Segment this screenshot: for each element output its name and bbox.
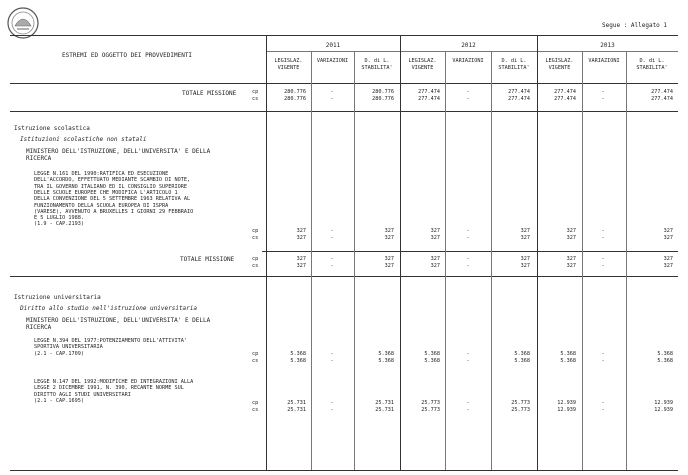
table-cell-value: 327 — [566, 228, 576, 234]
table-cell-value: 277.474 — [508, 96, 530, 102]
table-cell-value: 327 — [384, 256, 394, 262]
table-cell-value: 12.939 — [654, 407, 673, 413]
table-cell-value: 5.368 — [378, 351, 394, 357]
total-missione-label: TOTALE MISSIONE — [180, 256, 235, 263]
table-cell-value: 327 — [296, 256, 306, 262]
law-text-line: LEGGE N.394 DEL 1977:POTENZIAMENTO DELL'ATTIVITA' — [34, 338, 188, 344]
dl-stabilita-header: STABILITA' — [498, 65, 530, 71]
table-cell-value: 327 — [384, 228, 394, 234]
table-cell-value: - — [601, 89, 605, 95]
table-cell-value: 280.776 — [284, 89, 306, 95]
cp-label: cp — [252, 256, 259, 262]
dl-stabilita-header: D. di L. — [364, 58, 390, 64]
table-cell-value: 327 — [566, 256, 576, 262]
table-cell-value: - — [466, 235, 470, 241]
ministry-line: RICERCA — [26, 324, 52, 331]
ministry-line: RICERCA — [26, 155, 52, 162]
cp-label: cp — [252, 228, 259, 234]
table-cell-value: 327 — [296, 263, 306, 269]
year-2011-header: 2011 — [325, 42, 341, 49]
table-cell-value: - — [330, 89, 334, 95]
missione-title: Istruzione scolastica — [14, 125, 90, 132]
table-cell-value: 5.368 — [657, 351, 673, 357]
cp-label: cp — [252, 89, 259, 95]
law-text-line: (2.1 - CAP.1695) — [34, 397, 84, 404]
law-text-line: DELLA CONVENZIONE DEL 5 SETTEMBRE 1963 RELATIVA AL — [34, 196, 191, 203]
legislaz-vigente-header: VIGENTE — [411, 65, 434, 71]
law-text-line: (1.9 - CAP.2193) — [34, 221, 84, 228]
table-cell-value: - — [466, 228, 470, 234]
table-cell-value: 327 — [663, 256, 673, 262]
table-cell-value: - — [466, 263, 470, 269]
table-cell-value: 12.939 — [557, 400, 576, 406]
table-cell-value: - — [330, 256, 334, 262]
table-cell-value: 5.368 — [290, 358, 306, 364]
table-cell-value: 277.474 — [418, 89, 440, 95]
table-cell-value: - — [466, 358, 470, 364]
dl-stabilita-header: D. di L. — [639, 58, 665, 64]
table-cell-value: 327 — [430, 235, 440, 241]
table-cell-value: 25.773 — [511, 400, 530, 406]
table-cell-value: 327 — [566, 235, 576, 241]
table-cell-value: 5.368 — [424, 351, 440, 357]
table-cell-value: 25.731 — [375, 400, 394, 406]
table-cell-value: 25.731 — [287, 400, 306, 406]
table-cell-value: 327 — [663, 235, 673, 241]
table-cell-value: - — [601, 228, 605, 234]
table-cell-value: - — [330, 228, 334, 234]
legislaz-vigente-header: LEGISLAZ. — [274, 58, 303, 64]
table-cell-value: 280.776 — [372, 89, 394, 95]
table-cell-value: - — [466, 400, 470, 406]
dl-stabilita-header: STABILITA' — [361, 65, 393, 71]
table-left-title: ESTREMI ED OGGETTO DEI PROVVEDIMENTI — [62, 52, 193, 59]
table-cell-value: - — [601, 235, 605, 241]
table-cell-value: 5.368 — [657, 358, 673, 364]
year-2013-header: 2013 — [600, 42, 615, 49]
cs-label: cs — [252, 96, 259, 102]
legislaz-vigente-header: VIGENTE — [277, 65, 300, 71]
cs-label: cs — [252, 263, 259, 269]
law-text-line: LEGGE N.147 DEL 1992:MODIFICHE ED INTEGRAZIONI ALLA — [34, 379, 194, 385]
table-cell-value: - — [466, 256, 470, 262]
table-cell-value: 5.368 — [514, 358, 530, 364]
table-cell-value: - — [601, 407, 605, 413]
program-title: Istituzioni scolastiche non statali — [20, 136, 147, 143]
table-cell-value: 327 — [663, 228, 673, 234]
table-cell-value: 5.368 — [424, 358, 440, 364]
ministry-line: MINISTERO DELL'ISTRUZIONE, DELL'UNIVERSITA' E DELLA — [26, 317, 211, 324]
law-text-line: (VARESE), AVVENUTO A BRUXELLES I GIORNI 29 FEBBRAIO — [34, 208, 194, 215]
page-continuation-label: Segue : Allegato 1 — [602, 22, 668, 29]
table-cell-value: 327 — [663, 263, 673, 269]
table-cell-value: - — [466, 351, 470, 357]
table-cell-value: - — [330, 400, 334, 406]
table-cell-value: 280.776 — [372, 96, 394, 102]
table-cell-value: 327 — [520, 263, 530, 269]
law-text-line: DIRITTO AGLI STUDI UNIVERSITARI — [34, 391, 131, 398]
legislaz-vigente-header: LEGISLAZ. — [408, 58, 437, 64]
dl-stabilita-header: STABILITA' — [636, 65, 668, 71]
cs-label: cs — [252, 407, 259, 413]
table-cell-value: - — [466, 89, 470, 95]
table-cell-value: 5.368 — [560, 358, 576, 364]
table-cell-value: - — [330, 407, 334, 413]
variazioni-header: VARIAZIONI — [316, 58, 349, 64]
table-cell-value: 280.776 — [284, 96, 306, 102]
table-cell-value: - — [601, 96, 605, 102]
table-cell-value: 327 — [520, 256, 530, 262]
table-cell-value: 277.474 — [651, 96, 673, 102]
table-cell-value: 327 — [520, 228, 530, 234]
table-cell-value: 327 — [384, 235, 394, 241]
table-cell-value: 277.474 — [554, 96, 576, 102]
law-text-line: LEGGE N.161 DEL 1990:RATIFICA ED ESECUZIONE — [34, 171, 169, 177]
dl-stabilita-header: D. di L. — [501, 58, 527, 64]
law-text-line: TRA IL GOVERNO ITALIANO ED IL CONSIGLIO SUPERIORE — [34, 183, 188, 190]
cp-label: cp — [252, 351, 259, 357]
table-cell-value: 25.773 — [421, 407, 440, 413]
table-cell-value: 25.731 — [287, 407, 306, 413]
table-cell-value: 327 — [296, 235, 306, 241]
table-cell-value: - — [601, 400, 605, 406]
cs-label: cs — [252, 235, 259, 241]
missione-title: Istruzione universitaria — [14, 294, 101, 301]
law-text-line: LEGGE 2 DICEMBRE 1991, N. 390, RECANTE NORME SUL — [34, 385, 184, 392]
table-cell-value: 277.474 — [418, 96, 440, 102]
program-title: Diritto allo studio nell'istruzione universitaria — [20, 305, 198, 312]
table-cell-value: 277.474 — [508, 89, 530, 95]
table-cell-value: 327 — [430, 256, 440, 262]
table-cell-value: - — [330, 351, 334, 357]
table-cell-value: 12.939 — [557, 407, 576, 413]
table-cell-value: - — [601, 358, 605, 364]
table-cell-value: 5.368 — [560, 351, 576, 357]
table-cell-value: - — [601, 263, 605, 269]
legislaz-vigente-header: VIGENTE — [548, 65, 571, 71]
law-text-line: (2.1 - CAP.1709) — [34, 350, 84, 357]
variazioni-header: VARIAZIONI — [452, 58, 484, 64]
table-cell-value: 12.939 — [654, 400, 673, 406]
table-cell-value: 25.773 — [511, 407, 530, 413]
cp-label: cp — [252, 400, 259, 406]
table-cell-value: 327 — [384, 263, 394, 269]
total-missione-label: TOTALE MISSIONE — [182, 90, 237, 97]
table-cell-value: - — [330, 96, 334, 102]
table-cell-value: - — [330, 235, 334, 241]
year-2012-header: 2012 — [461, 42, 476, 49]
ministry-line: MINISTERO DELL'ISTRUZIONE, DELL'UNIVERSITA' E DELLA — [26, 148, 211, 155]
variazioni-header: VARIAZIONI — [588, 58, 620, 64]
table-cell-value: - — [466, 407, 470, 413]
table-cell-value: 277.474 — [554, 89, 576, 95]
table-cell-value: - — [330, 263, 334, 269]
table-cell-value: - — [330, 358, 334, 364]
table-cell-value: 327 — [430, 228, 440, 234]
legislaz-vigente-header: LEGISLAZ. — [545, 58, 574, 64]
table-cell-value: 25.773 — [421, 400, 440, 406]
law-text-line: DELLE SCUOLE EUROPEE CHE MODIFICA L'ARTICOLO 1 — [34, 189, 178, 196]
table-cell-value: 5.368 — [378, 358, 394, 364]
table-cell-value: 327 — [520, 235, 530, 241]
law-text-line: E 5 LUGLIO 1988. — [34, 215, 84, 222]
table-cell-value: - — [466, 96, 470, 102]
cs-label: cs — [252, 358, 259, 364]
law-text-line: FUNZIONAMENTO DELLA SCUOLA EUROPEA DI ISPRA — [34, 202, 169, 209]
table-cell-value: 277.474 — [651, 89, 673, 95]
law-text-line: SPORTIVA UNIVERSITARIA — [34, 344, 103, 351]
table-cell-value: 5.368 — [514, 351, 530, 357]
table-cell-value: 25.731 — [375, 407, 394, 413]
table-cell-value: 327 — [430, 263, 440, 269]
table-cell-value: 327 — [566, 263, 576, 269]
table-cell-value: 327 — [296, 228, 306, 234]
table-cell-value: - — [601, 256, 605, 262]
table-cell-value: - — [601, 351, 605, 357]
law-text-line: DELL'ACCORDO, EFFETTUATO MEDIANTE SCAMBIO DI NOTE, — [34, 177, 191, 184]
table-cell-value: 5.368 — [290, 351, 306, 357]
